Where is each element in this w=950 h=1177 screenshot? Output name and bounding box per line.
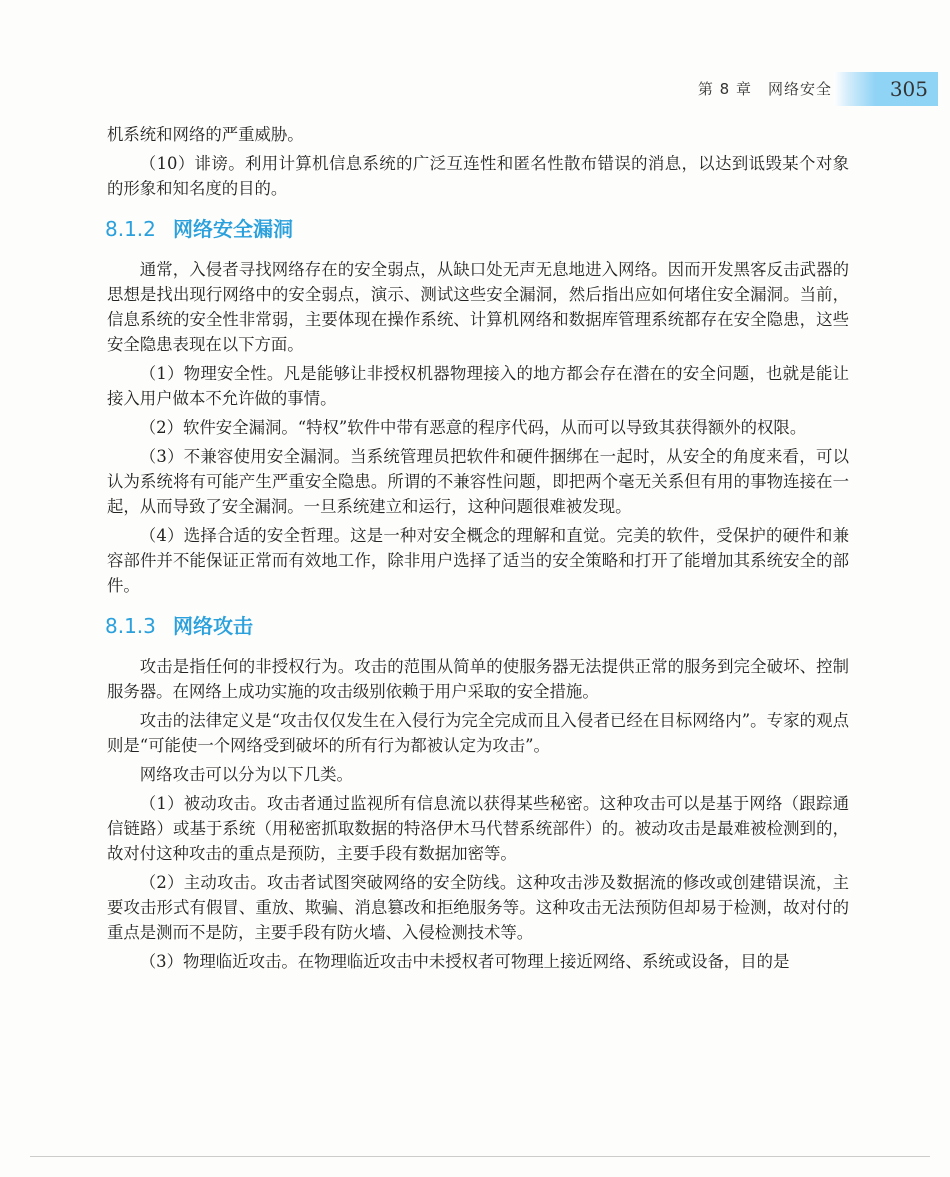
paragraph: （2）主动攻击。攻击者试图突破网络的安全防线。这种攻击涉及数据流的修改或创建错误流，主要攻击形式有假冒、重放、欺骗、消息篡改和拒绝服务等。这种攻击无法预防但却易于检测，故对付的重点是测而不是防，主要手段有防火墙、入侵检测技术等。 xyxy=(107,873,849,942)
page-header xyxy=(0,72,950,108)
paragraph: （4）选择合适的安全哲理。这是一种对安全概念的理解和直觉。完美的软件，受保护的硬件和兼容部件并不能保证正常而有效地工作，除非用户选择了适当的安全策略和打开了能增加其系统安全的部件。 xyxy=(107,526,849,595)
section-number: 8.1.2 xyxy=(105,217,156,241)
running-head xyxy=(698,78,832,99)
paragraph: 机系统和网络的严重威胁。 xyxy=(107,125,304,144)
paragraph: （3）物理临近攻击。在物理临近攻击中未授权者可物理上接近网络、系统或设备，目的是 xyxy=(139,952,790,971)
paragraph: （3）不兼容使用安全漏洞。当系统管理员把软件和硬件捆绑在一起时，从安全的角度来看，可以认为系统将有可能产生严重安全隐患。所谓的不兼容性问题，即把两个毫无关系但有用的事物连接在一起，从而导致了安全漏洞。一旦系统建立和运行，这种问题很难被发现。 xyxy=(107,447,849,516)
paragraph: 攻击的法律定义是“攻击仅仅发生在入侵行为完全完成而且入侵者已经在目标网络内”。专家的观点则是“可能使一个网络受到破坏的所有行为都被认定为攻击”。 xyxy=(107,711,849,755)
page-number-tab xyxy=(834,72,938,106)
paragraph: 攻击是指任何的非授权行为。攻击的范围从简单的使服务器无法提供正常的服务到完全破坏、控制服务器。在网络上成功实施的攻击级别依赖于用户采取的安全措施。 xyxy=(107,657,849,701)
section-number: 8.1.3 xyxy=(105,614,156,638)
page-number: 305 xyxy=(889,77,928,101)
paragraph: （1）物理安全性。凡是能够让非授权机器物理接入的地方都会存在潜在的安全问题，也就是能让接入用户做本不允许做的事情。 xyxy=(107,364,849,408)
section-title: 网络安全漏洞 xyxy=(173,217,293,241)
paragraph: （1）被动攻击。攻击者通过监视所有信息流以获得某些秘密。这种攻击可以是基于网络（跟踪通信链路）或基于系统（用秘密抓取数据的特洛伊木马代替系统部件）的。被动攻击是最难被检测到的，故对付这种攻击的重点是预防，主要手段有数据加密等。 xyxy=(107,794,849,863)
chapter-label: 第 8 章 xyxy=(697,80,752,98)
section-title: 网络攻击 xyxy=(173,614,253,638)
chapter-title: 网络安全 xyxy=(767,80,832,98)
paragraph: 通常，入侵者寻找网络存在的安全弱点，从缺口处无声无息地进入网络。因而开发黑客反击武器的思想是找出现行网络中的安全弱点，演示、测试这些安全漏洞，然后指出应如何堵住安全漏洞。当前，信息系统的安全性非常弱，主要体现在操作系统、计算机网络和数据库管理系统都存在安全隐患，这些安全隐患表现在以下方面。 xyxy=(107,260,849,354)
page-body xyxy=(107,122,849,978)
paragraph: （2）软件安全漏洞。“特权”软件中带有恶意的程序代码，从而可以导致其获得额外的权限。 xyxy=(139,418,807,437)
paragraph: 网络攻击可以分为以下几类。 xyxy=(139,765,353,784)
bottom-divider xyxy=(30,1156,930,1157)
section-heading-8-1-3 xyxy=(105,612,849,640)
paragraph: （10）诽谤。利用计算机信息系统的广泛互连性和匿名性散布错误的消息，以达到诋毁某个对象的形象和知名度的目的。 xyxy=(107,154,849,198)
section-heading-8-1-2 xyxy=(105,215,849,243)
